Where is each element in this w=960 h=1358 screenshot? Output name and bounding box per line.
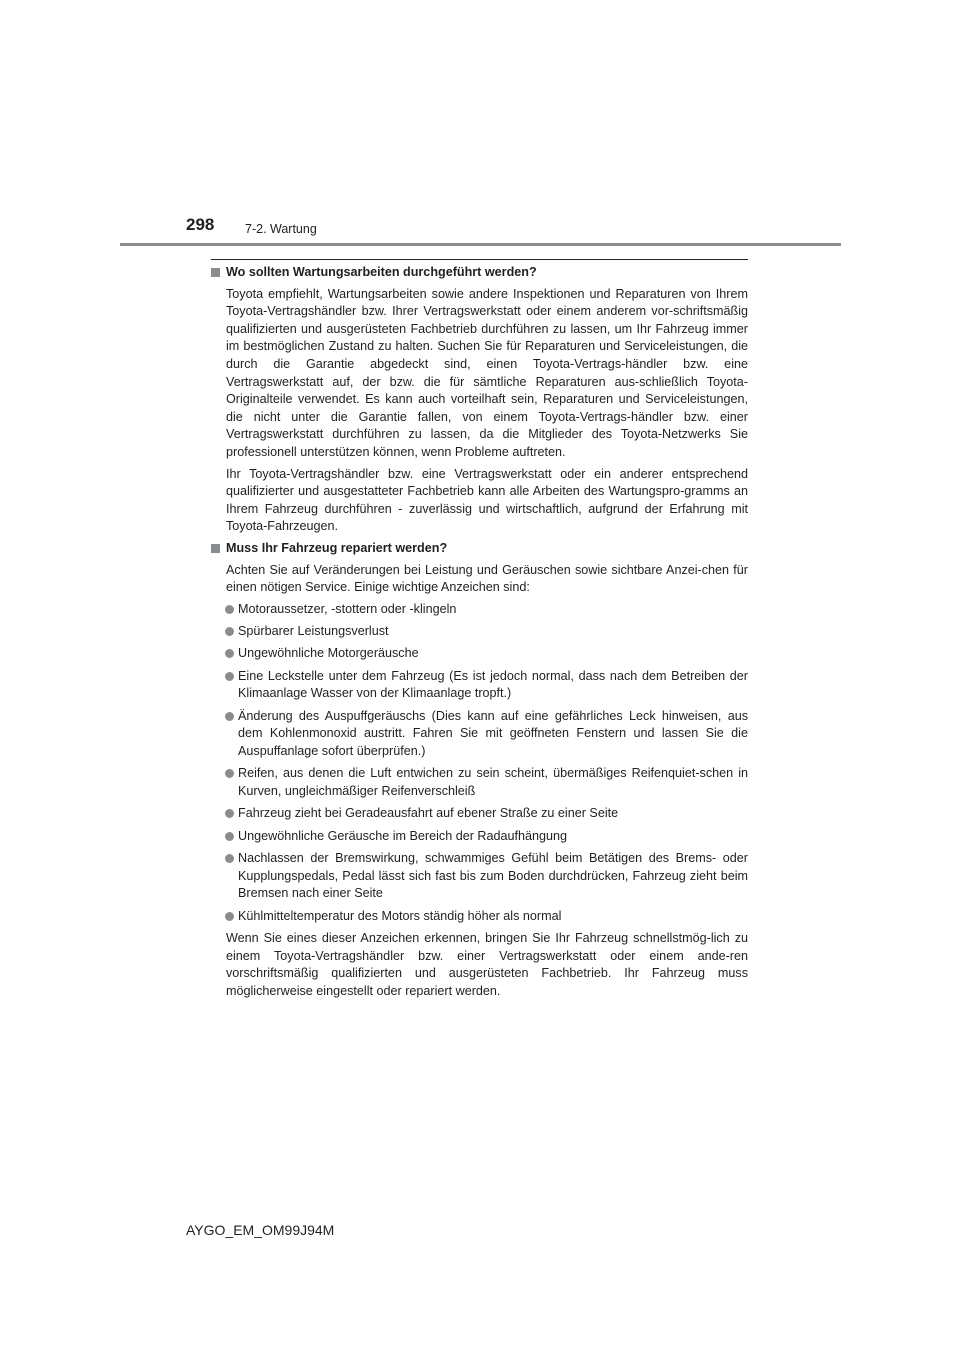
list-item — [211, 601, 748, 619]
square-bullet-icon — [211, 268, 220, 277]
paragraph: Achten Sie auf Veränderungen bei Leistung und Geräuschen sowie sichtbare Anzei-chen für einen nötigen Service. Einige wichtige Anzeichen sind: — [226, 562, 748, 595]
paragraph: Ihr Toyota-Vertragshändler bzw. eine Vertragswerkstatt oder ein anderer entsprechend qualifizierter und ausgestatteter Fachbetrieb kann alle Arbeiten des Wartungspro-gramms an Ihrem Fahrzeug durchführen - zuverlässig und wirtschaftlich, aufgrund der Erfahrung mit Toyota-Fahrzeugen. — [226, 466, 748, 534]
list-item-text: Spürbarer Leistungsverlust — [238, 624, 389, 639]
circle-bullet-icon — [225, 605, 234, 614]
main-content — [211, 264, 748, 1005]
list-item — [211, 668, 748, 703]
circle-bullet-icon — [225, 912, 234, 921]
section-title: 7-2. Wartung — [245, 222, 317, 236]
circle-bullet-icon — [225, 854, 234, 863]
list-item — [211, 908, 748, 926]
list-item — [211, 765, 748, 800]
square-bullet-icon — [211, 544, 220, 553]
list-item-text: Reifen, aus denen die Luft entwichen zu sein scheint, übermäßiges Reifenquiet-schen in Kurven, ungleichmäßiger Reifenverschleiß — [238, 766, 748, 799]
list-item-text: Nachlassen der Bremswirkung, schwammiges Gefühl beim Betätigen des Brems- oder Kupplungspedals, Pedal lässt sich fast bis zum Boden durchdrücken, Fahrzeug zieht beim Bremsen nach einer Seite — [238, 851, 748, 901]
paragraph: Toyota empfiehlt, Wartungsarbeiten sowie andere Inspektionen und Reparaturen von Ihrem Toyota-Vertragshändler bzw. Ihrer Vertragswerkstatt oder einem anderem vor-schriftsmäßig qualifizierten und ausgerüsteten Fachbetrieb durchführen zu lassen, um Ihr Fahrzeug immer im bestmöglichen Zustand zu halten. Suchen Sie für Reparaturen und Serviceleistungen, die durch die Garantie abgedeckt sind, einen Toyota-Vertrags-händler bzw. eine Vertragswerkstatt auf, der bzw. die für sämtliche Reparaturen aus-schließlich Toyota-Originalteile verwendet. Es kann auch vorteilhaft sein, Reparaturen und Serviceleistungen, die nicht unter die Garantie fallen, von einem Toyota-Vertrags-händler bzw. einer Vertragswerkstatt durchführen zu lassen, da die Mitglieder des Toyota-Netzwerks Sie professionell unterstützen können, wenn Probleme auftreten. — [226, 286, 748, 459]
section-heading — [211, 540, 748, 558]
list-item — [211, 828, 748, 846]
list-item — [211, 850, 748, 903]
circle-bullet-icon — [225, 769, 234, 778]
list-item — [211, 708, 748, 761]
list-item-text: Eine Leckstelle unter dem Fahrzeug (Es ist jedoch normal, dass nach dem Betreiben der Klimaanlage Wasser von der Klimaanlage tropft.) — [238, 668, 748, 701]
list-item-text: Änderung des Auspuffgeräuschs (Dies kann auf eine gefährliches Leck hinweisen, aus dem Kohlenmonoxid austritt. Fahren Sie mit geöffneten Fenstern und lassen Sie die Auspuffanlage sofort überprüfen.) — [238, 708, 748, 759]
list-item — [211, 805, 748, 823]
footer-doc-code: AYGO_EM_OM99J94M — [186, 1222, 335, 1238]
section-heading-text: Muss Ihr Fahrzeug repariert werden? — [226, 540, 448, 555]
list-item-text: Fahrzeug zieht bei Geradeausfahrt auf ebener Straße zu einer Seite — [238, 806, 619, 821]
page-number: 298 — [186, 215, 215, 234]
content-rule — [211, 259, 748, 260]
list-item-text: Ungewöhnliche Motorgeräusche — [238, 646, 419, 661]
paragraph: Wenn Sie eines dieser Anzeichen erkennen, bringen Sie Ihr Fahrzeug schnellstmög-lich zu einem Toyota-Vertragshändler bzw. einer Vertragswerkstatt oder einem ande-ren vorschriftsmäßig qualifizierten und ausgerüsteten Fachbetrieb. Ihr Fahrzeug muss möglicherweise eingestellt oder repariert werden. — [226, 931, 748, 998]
section-heading — [211, 264, 748, 282]
list-item-text: Kühlmitteltemperatur des Motors ständig höher als normal — [238, 908, 562, 923]
section-heading-text: Wo sollten Wartungsarbeiten durchgeführt werden? — [226, 265, 537, 279]
list-item — [211, 623, 748, 641]
circle-bullet-icon — [225, 672, 234, 681]
circle-bullet-icon — [225, 649, 234, 658]
circle-bullet-icon — [225, 809, 234, 818]
list-item — [211, 645, 748, 663]
header-rule — [120, 243, 841, 246]
list-item-text: Motoraussetzer, -stottern oder -klingeln — [238, 601, 457, 616]
list-item-text: Ungewöhnliche Geräusche im Bereich der Radaufhängung — [238, 828, 568, 843]
circle-bullet-icon — [225, 712, 234, 721]
circle-bullet-icon — [225, 832, 234, 841]
circle-bullet-icon — [225, 627, 234, 636]
